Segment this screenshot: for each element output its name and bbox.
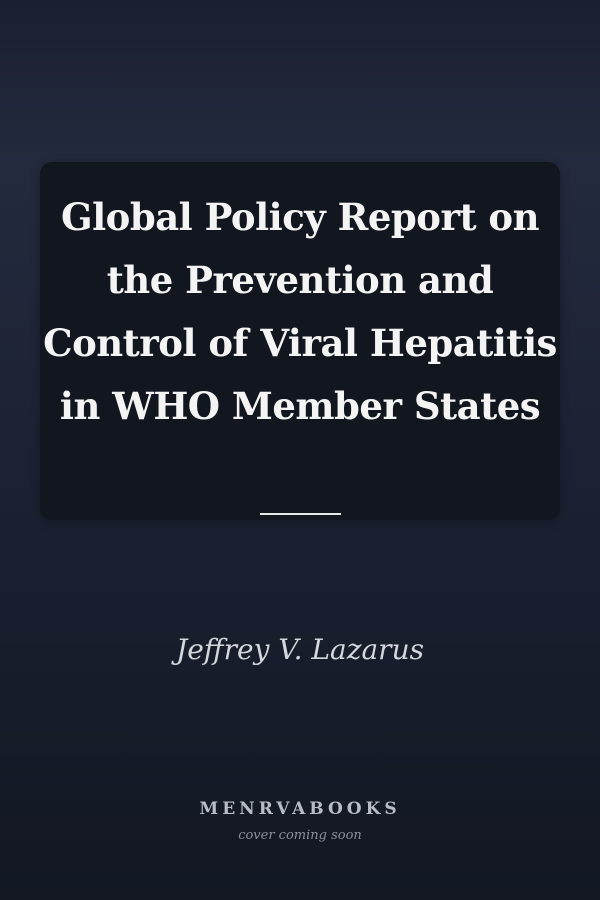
cover-placeholder-note: cover coming soon <box>238 828 362 843</box>
book-author: Jeffrey V. Lazarus <box>176 633 424 666</box>
book-title: Global Policy Report on the Prevention and Control of Viral Hepatitis in WHO Member States <box>43 195 557 428</box>
title-divider <box>260 513 341 515</box>
publisher-name: MENRVABOOKS <box>199 799 401 819</box>
